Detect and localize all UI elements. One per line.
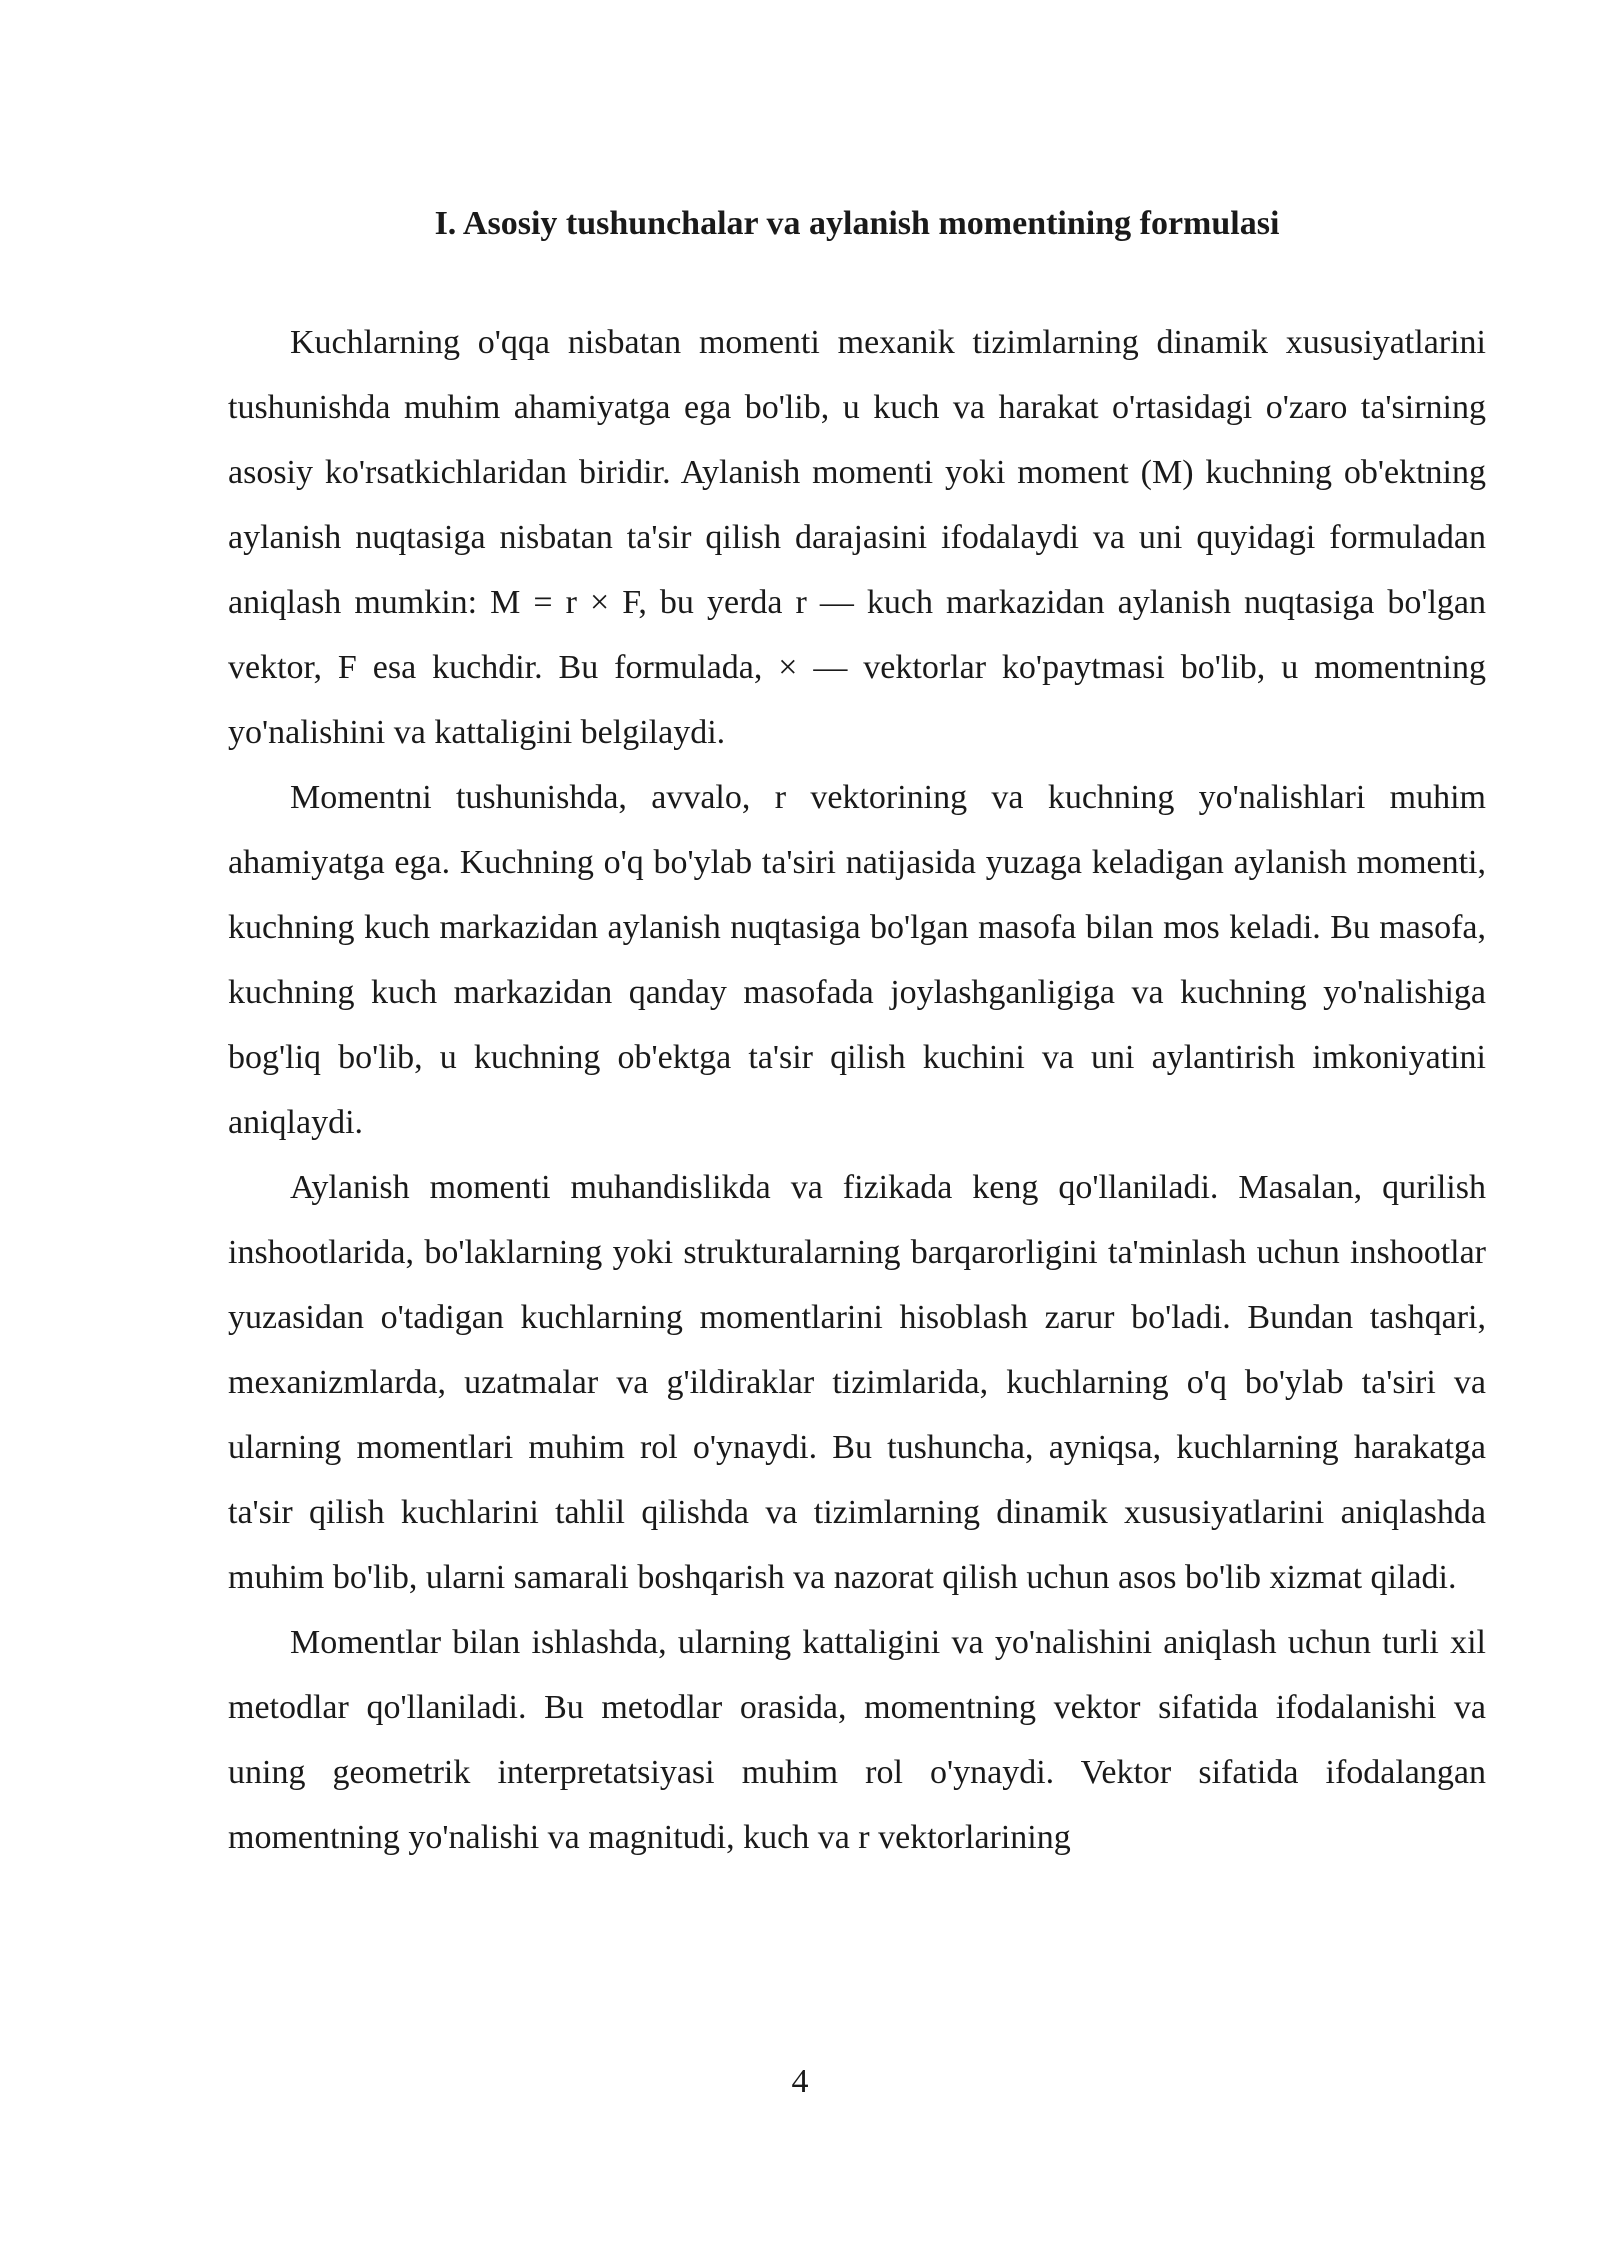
paragraph-3: Aylanish momenti muhandislikda va fizikada keng qo'llaniladi. Masalan, qurilish inshootlarida, bo'laklarning yoki strukturalarning barqarorligini ta'minlash uchun inshootlar yuzasidan o'tadigan kuchlarning momentlarini hisoblash zarur bo'ladi. Bundan tashqari, mexanizmlarda, uzatmalar va g'ildiraklar tizimlarida, kuchlarning o'q bo'ylab ta'siri va ularning momentlari muhim rol o'ynaydi. Bu tushuncha, ayniqsa, kuchlarning harakatga ta'sir qilish kuchlarini tahlil qilishda va tizimlarning dinamik xususiyatlarini aniqlashda muhim bo'lib, ularni samarali boshqarish va nazorat qilish uchun asos bo'lib xizmat qiladi.: [228, 1169, 1486, 1596]
paragraph-2: Momentni tushunishda, avvalo, r vektorining va kuchning yo'nalishlari muhim ahamiyatga ega. Kuchning o'q bo'ylab ta'siri natijasida yuzaga keladigan aylanish momenti, kuchning kuch markazidan aylanish nuqtasiga bo'lgan masofa bilan mos keladi. Bu masofa, kuchning kuch markazidan qanday masofada joylashganligiga va kuchning yo'nalishiga bog'liq bo'lib, u kuchning ob'ektga ta'sir qilish kuchini va uni aylantirish imkoniyatini aniqlaydi.: [228, 779, 1486, 1141]
page-number: 4: [791, 2063, 809, 2100]
section-heading: I. Asosiy tushunchalar va aylanish momentining formulasi: [434, 205, 1280, 242]
paragraph-4: Momentlar bilan ishlashda, ularning kattaligini va yo'nalishini aniqlash uchun turli xil metodlar qo'llaniladi. Bu metodlar orasida, momentning vektor sifatida ifodalanishi va uning geometrik interpretatsiyasi muhim rol o'ynaydi. Vektor sifatida ifodalangan momentning yo'nalishi va magnitudi, kuch va r vektorlarining: [228, 1624, 1486, 1856]
body-text: [228, 310, 1486, 1870]
paragraph-1: Kuchlarning o'qqa nisbatan momenti mexanik tizimlarning dinamik xususiyatlarini tushunishda muhim ahamiyatga ega bo'lib, u kuch va harakat o'rtasidagi o'zaro ta'sirning asosiy ko'rsatkichlaridan biridir. Aylanish momenti yoki moment (M) kuchning ob'ektning aylanish nuqtasiga nisbatan ta'sir qilish darajasini ifodalaydi va uni quyidagi formuladan aniqlash mumkin: M = r × F, bu yerda r — kuch markazidan aylanish nuqtasiga bo'lgan vektor, F esa kuchdir. Bu formulada, × — vektorlar ko'paytmasi bo'lib, u momentning yo'nalishini va kattaligini belgilaydi.: [228, 324, 1486, 751]
